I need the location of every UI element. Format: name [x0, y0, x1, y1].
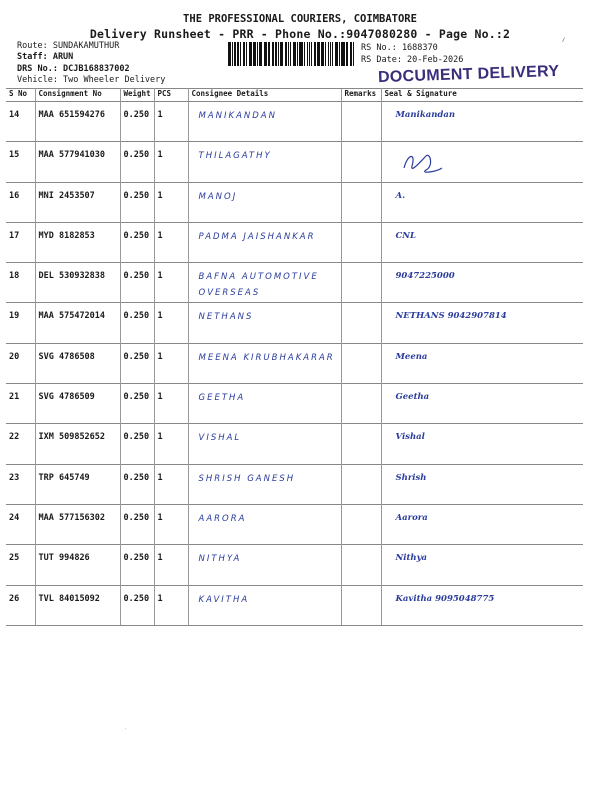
signature-text: Geetha — [395, 392, 430, 403]
barcode-bar — [251, 42, 252, 66]
row-consignment-no: MAA 575472014 — [35, 303, 120, 343]
barcode-bar — [275, 42, 277, 66]
table-header-row — [6, 89, 583, 102]
barcode-bar — [240, 42, 241, 66]
signature-text: CNL — [395, 230, 417, 241]
barcode-bar — [344, 42, 345, 66]
signature-text: NETHANS 9042907814 — [395, 311, 507, 322]
row-sno: 25 — [6, 545, 35, 585]
row-weight: 0.250 — [120, 222, 154, 262]
barcode-bar — [339, 42, 340, 66]
row-remarks — [341, 263, 381, 303]
col-sno: S No — [6, 89, 35, 102]
row-sno: 21 — [6, 384, 35, 424]
row-consignment-no: MYD 8182853 — [35, 222, 120, 262]
row-consignment-no: TUT 994826 — [35, 545, 120, 585]
row-weight: 0.250 — [120, 585, 154, 625]
row-consignee-name: BAFNA AUTOMOTIVE OVERSEAS — [188, 263, 341, 303]
barcode-bar — [297, 42, 298, 66]
row-signature — [381, 384, 583, 424]
barcode-bar — [353, 42, 355, 66]
row-consignee-name: AARORA — [188, 504, 341, 544]
vehicle-label: Vehicle: Two Wheeler Delivery — [17, 75, 166, 85]
signature-text: Meena — [395, 351, 428, 362]
col-remarks: Remarks — [341, 89, 381, 102]
row-weight: 0.250 — [120, 182, 154, 222]
row-pcs: 1 — [154, 343, 188, 383]
table-row — [6, 182, 583, 222]
row-consignment-no: DEL 530932838 — [35, 263, 120, 303]
row-signature — [381, 343, 583, 383]
row-remarks — [341, 102, 381, 142]
row-consignee-name: SHRISH GANESH — [188, 464, 341, 504]
scan-speck: ˙ — [124, 728, 128, 735]
row-pcs: 1 — [154, 384, 188, 424]
barcode-bar — [294, 42, 296, 66]
row-remarks — [341, 343, 381, 383]
row-consignee-name: THILAGATHY — [188, 142, 341, 182]
barcode-bar — [232, 42, 233, 66]
row-pcs: 1 — [154, 464, 188, 504]
runsheet-title: Delivery Runsheet - PRR - Phone No.:9047080280 - Page No.:2 — [89, 27, 511, 41]
barcode-bar — [309, 42, 310, 66]
barcode-bar — [317, 42, 319, 66]
barcode-bar — [259, 42, 260, 66]
row-signature — [381, 303, 583, 343]
table-row — [6, 102, 583, 142]
row-pcs: 1 — [154, 303, 188, 343]
row-weight: 0.250 — [120, 464, 154, 504]
barcode-bar — [325, 42, 326, 66]
row-remarks — [341, 142, 381, 182]
barcode-bar — [273, 42, 274, 66]
staff-label: Staff: ARUN — [17, 52, 74, 62]
table-row — [6, 222, 583, 262]
row-consignment-no: IXM 509852652 — [35, 424, 120, 464]
row-remarks — [341, 504, 381, 544]
table-row — [6, 384, 583, 424]
row-remarks — [341, 545, 381, 585]
signature-text: A. — [395, 190, 406, 201]
row-sno: 14 — [6, 102, 35, 142]
barcode-icon — [228, 42, 356, 66]
row-remarks — [341, 222, 381, 262]
signature-text: Kavitha 9095048775 — [395, 593, 495, 604]
barcode-bar — [337, 42, 338, 66]
row-pcs: 1 — [154, 102, 188, 142]
row-remarks — [341, 585, 381, 625]
row-pcs: 1 — [154, 585, 188, 625]
col-signature: Seal & Signature — [381, 89, 583, 102]
barcode-bar — [302, 42, 303, 66]
row-consignee-name: KAVITHA — [188, 585, 341, 625]
table-row — [6, 142, 583, 182]
signature-text: Nithya — [395, 553, 428, 564]
rs-number: RS No.: 1688370 — [361, 43, 438, 53]
row-pcs: 1 — [154, 182, 188, 222]
table-row — [6, 504, 583, 544]
row-remarks — [341, 303, 381, 343]
barcode-bar — [237, 42, 239, 66]
row-signature — [381, 545, 583, 585]
barcode-bar — [323, 42, 324, 66]
table-row — [6, 464, 583, 504]
row-pcs: 1 — [154, 142, 188, 182]
table-row — [6, 343, 583, 383]
row-sno: 17 — [6, 222, 35, 262]
table-row — [6, 303, 583, 343]
row-pcs: 1 — [154, 263, 188, 303]
row-consignment-no: TVL 84015092 — [35, 585, 120, 625]
row-consignee-name: NETHANS — [188, 303, 341, 343]
barcode-bar — [281, 42, 283, 66]
row-signature — [381, 504, 583, 544]
signature-scribble-icon — [396, 148, 446, 178]
barcode-bar — [351, 42, 352, 66]
row-signature — [381, 263, 583, 303]
row-consignment-no: SVG 4786508 — [35, 343, 120, 383]
row-pcs: 1 — [154, 545, 188, 585]
barcode-bar — [288, 42, 290, 66]
row-signature — [381, 464, 583, 504]
barcode-bar — [332, 42, 334, 66]
row-consignment-no: SVG 4786509 — [35, 384, 120, 424]
row-weight: 0.250 — [120, 545, 154, 585]
barcode-bar — [330, 42, 331, 66]
row-remarks — [341, 464, 381, 504]
row-sno: 20 — [6, 343, 35, 383]
barcode-bar — [246, 42, 248, 66]
col-pcs: PCS — [154, 89, 188, 102]
barcode-bar — [253, 42, 255, 66]
signature-text: Aarora — [395, 512, 428, 523]
route-label: Route: SUNDAKAMUTHUR — [17, 41, 120, 51]
row-signature — [381, 102, 583, 142]
row-consignment-no: MAA 577941030 — [35, 142, 120, 182]
row-sno: 19 — [6, 303, 35, 343]
barcode-bar — [315, 42, 316, 66]
row-consignee-name: GEETHA — [188, 384, 341, 424]
barcode-bar — [260, 42, 262, 66]
col-consignment: Consignment No — [35, 89, 120, 102]
row-consignee-name: MANIKANDAN — [188, 102, 341, 142]
row-weight: 0.250 — [120, 343, 154, 383]
barcode-bar — [304, 42, 305, 66]
signature-text: 9047225000 — [395, 271, 455, 282]
row-signature — [381, 182, 583, 222]
col-weight: Weight — [120, 89, 154, 102]
pen-mark-icon: ⸝ — [558, 32, 568, 45]
row-pcs: 1 — [154, 222, 188, 262]
signature-text: Manikandan — [395, 110, 456, 120]
row-consignee-name: MEENA KIRUBHAKARAR — [188, 343, 341, 383]
col-consignee: Consignee Details — [188, 89, 341, 102]
row-consignment-no: MNI 2453507 — [35, 182, 120, 222]
row-consignment-no: MAA 651594276 — [35, 102, 120, 142]
table-row — [6, 585, 583, 625]
company-title: THE PROFESSIONAL COURIERS, COIMBATORE — [183, 13, 417, 25]
barcode-bar — [230, 42, 231, 66]
barcode-bar — [311, 42, 313, 66]
row-pcs: 1 — [154, 504, 188, 544]
document-delivery-stamp: DOCUMENT DELIVERY — [377, 62, 560, 87]
row-remarks — [341, 182, 381, 222]
row-signature — [381, 142, 583, 182]
row-remarks — [341, 424, 381, 464]
row-weight: 0.250 — [120, 384, 154, 424]
barcode-bar — [290, 42, 291, 66]
row-sno: 24 — [6, 504, 35, 544]
table-row — [6, 424, 583, 464]
barcode-bar — [346, 42, 348, 66]
row-consignment-no: TRP 645749 — [35, 464, 120, 504]
row-signature — [381, 222, 583, 262]
row-pcs: 1 — [154, 424, 188, 464]
row-remarks — [341, 384, 381, 424]
barcode-bar — [265, 42, 267, 66]
row-consignee-name: VISHAL — [188, 424, 341, 464]
row-signature — [381, 424, 583, 464]
row-sno: 22 — [6, 424, 35, 464]
row-sno: 18 — [6, 263, 35, 303]
drs-label: DRS No.: DCJB168837002 — [17, 64, 130, 74]
barcode-bar — [244, 42, 245, 66]
row-weight: 0.250 — [120, 504, 154, 544]
row-consignee-name: NITHYA — [188, 545, 341, 585]
row-sno: 15 — [6, 142, 35, 182]
barcode-bar — [280, 42, 281, 66]
row-sno: 23 — [6, 464, 35, 504]
signature-text: Vishal — [395, 432, 425, 443]
row-weight: 0.250 — [120, 263, 154, 303]
rs-date: RS Date: 20-Feb-2026 — [361, 55, 464, 65]
signature-text: Shrish — [395, 472, 427, 483]
row-weight: 0.250 — [120, 102, 154, 142]
row-consignee-name: MANOJ — [188, 182, 341, 222]
row-sno: 26 — [6, 585, 35, 625]
row-weight: 0.250 — [120, 303, 154, 343]
row-consignee-name: PADMA JAISHANKAR — [188, 222, 341, 262]
runsheet-table — [6, 88, 583, 626]
row-signature — [381, 585, 583, 625]
row-weight: 0.250 — [120, 424, 154, 464]
row-weight: 0.250 — [120, 142, 154, 182]
table-row — [6, 545, 583, 585]
row-sno: 16 — [6, 182, 35, 222]
barcode-bar — [268, 42, 270, 66]
table-row — [6, 263, 583, 303]
row-consignment-no: MAA 577156302 — [35, 504, 120, 544]
